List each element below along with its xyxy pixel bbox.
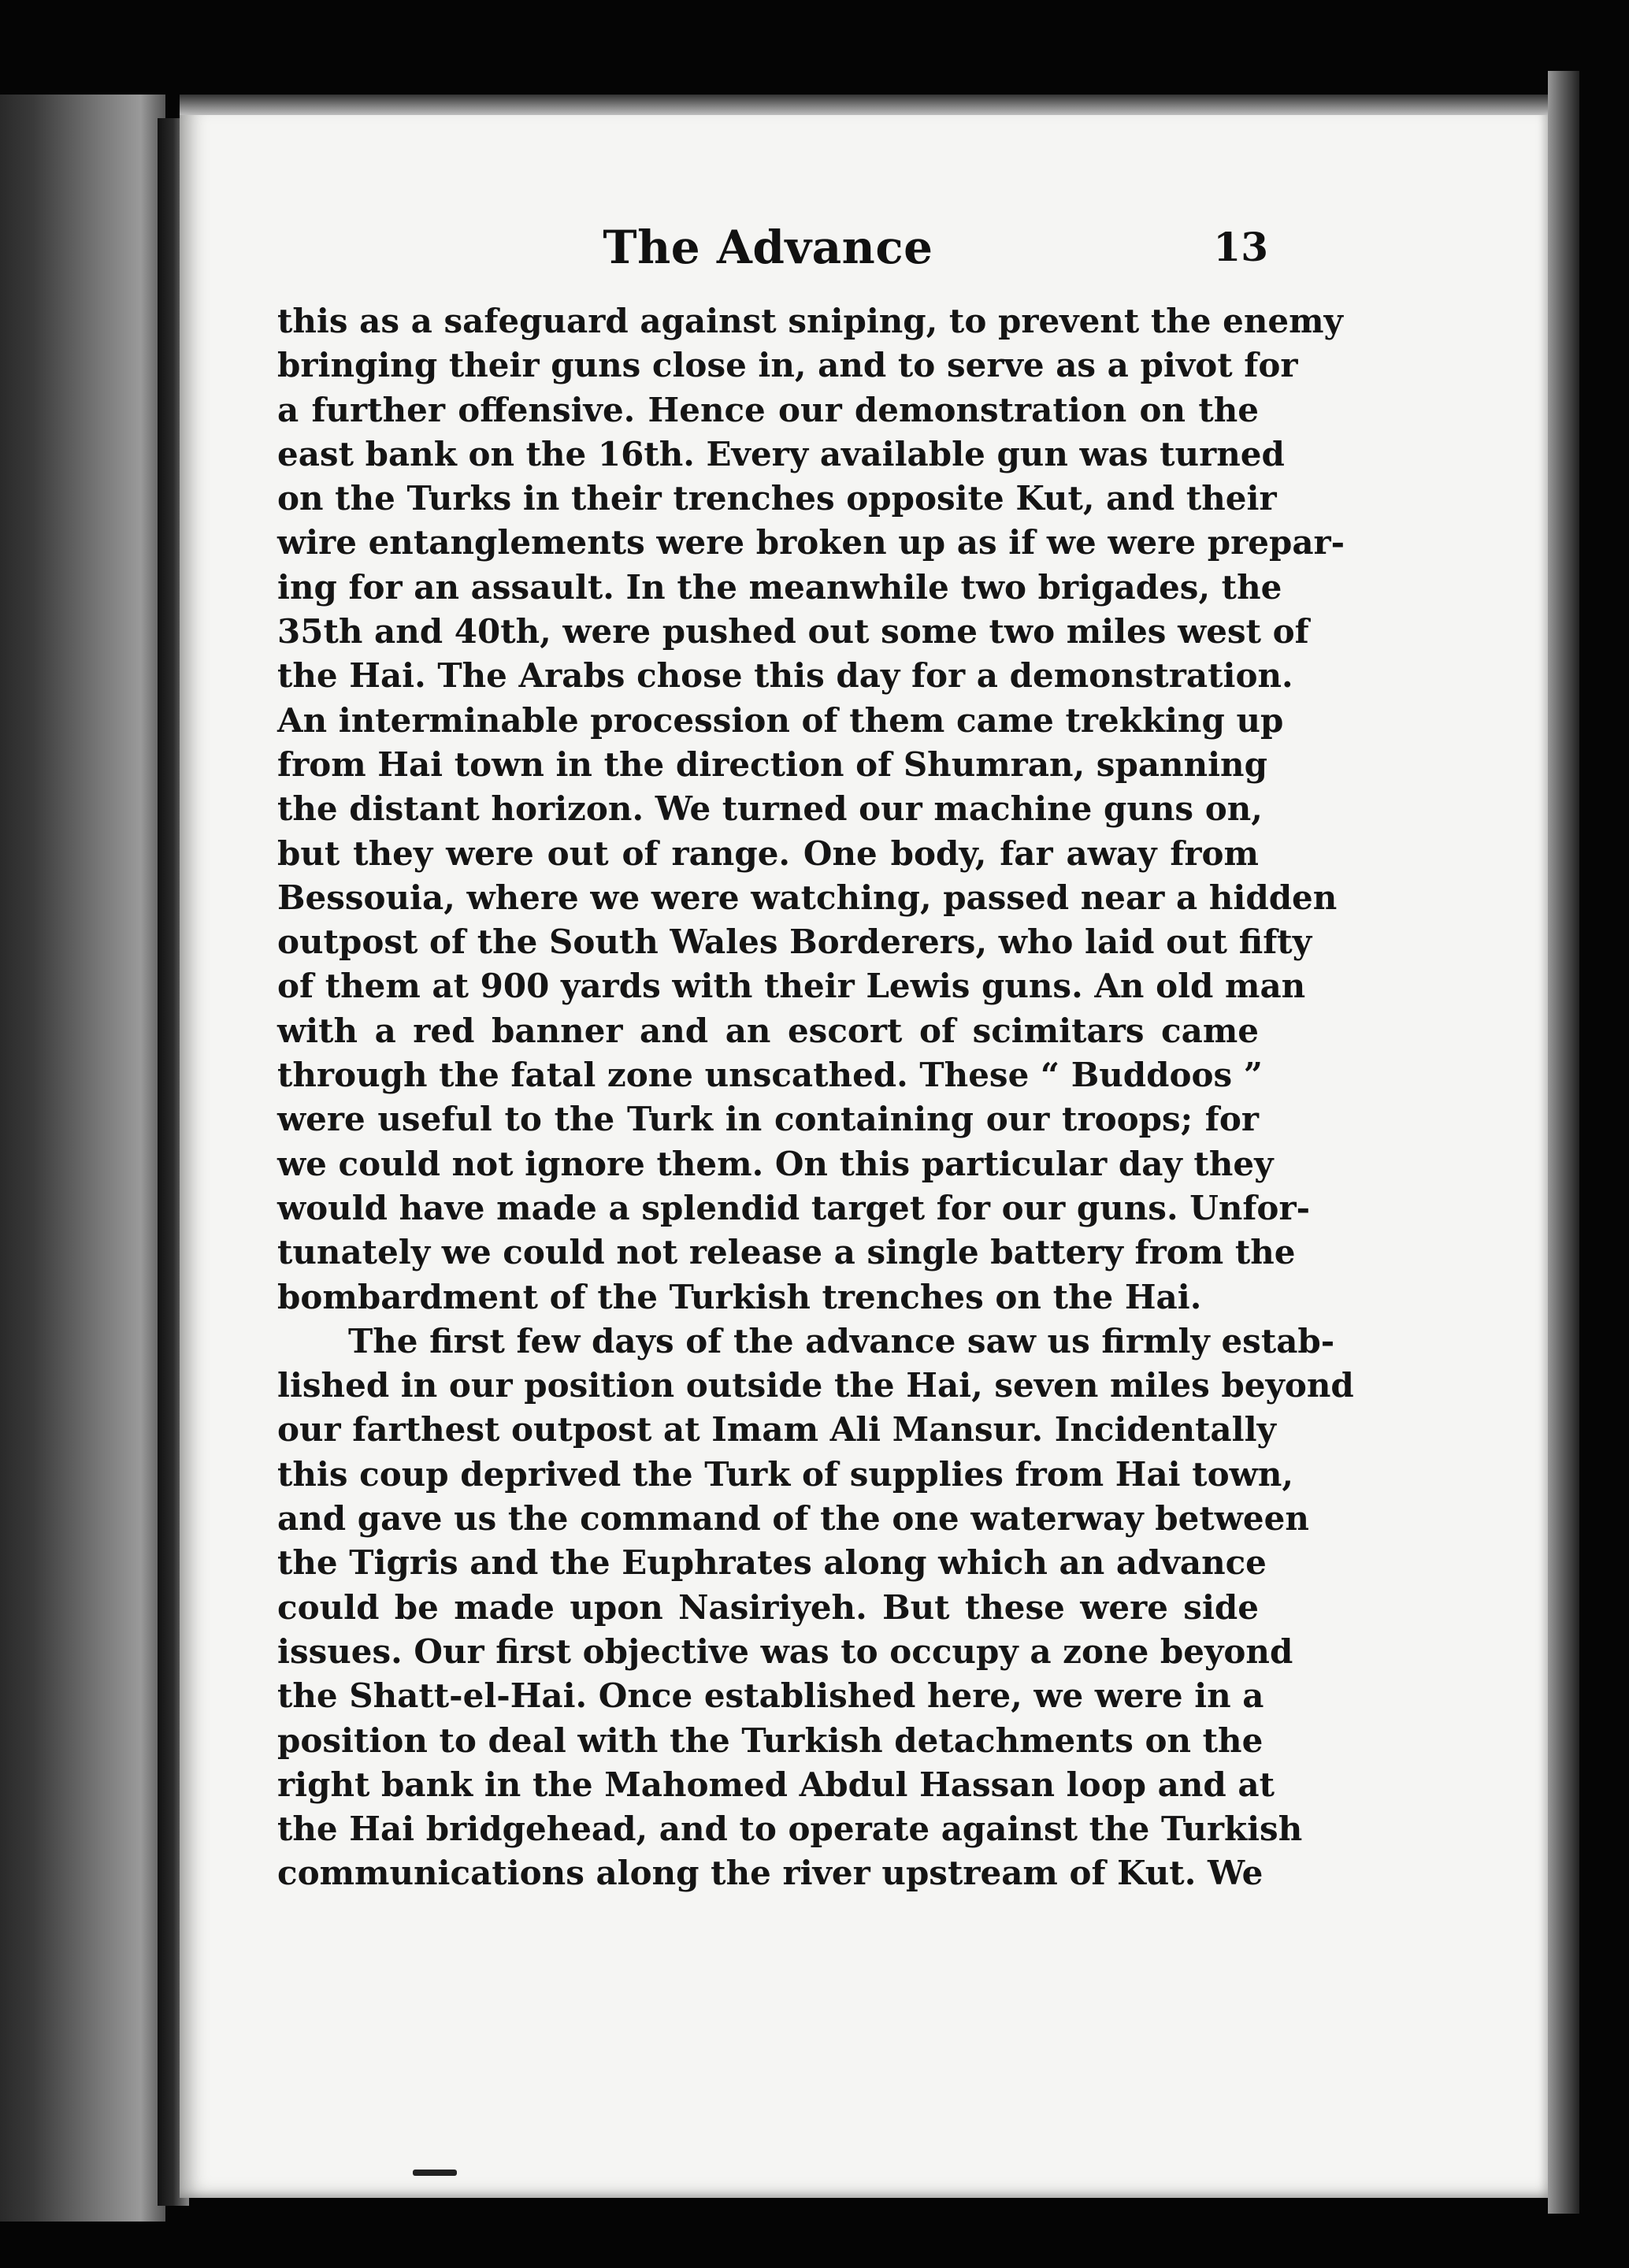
- text-line: on the Turks in their trenches opposite Kut, and their: [277, 479, 1277, 518]
- text-line: through the fatal zone unscathed. These “ Buddoos ”: [277, 1056, 1263, 1095]
- text-line: bringing their guns close in, and to serve as a pivot for: [277, 346, 1298, 385]
- page-right-edge: [1548, 71, 1579, 2214]
- text-line: the distant horizon. We turned our machine guns on,: [277, 789, 1263, 829]
- text-line: the Hai bridgehead, and to operate against the Turkish: [277, 1810, 1303, 1849]
- text-line: bombardment of the Turkish trenches on the Hai.: [277, 1277, 1202, 1316]
- text-line: but they were out of range. One body, far away from: [277, 833, 1259, 873]
- text-line: with a red banner and an escort of scimitars came: [277, 1011, 1259, 1050]
- text-line: ing for an assault. In the meanwhile two brigades, the: [277, 567, 1282, 607]
- text-line: right bank in the Mahomed Abdul Hassan loop and at: [277, 1765, 1275, 1804]
- text-line: 35th and 40th, were pushed out some two miles west of: [277, 612, 1309, 651]
- text-line: were useful to the Turk in containing our troops; for: [277, 1100, 1259, 1139]
- text-line: this as a safeguard against sniping, to prevent the enemy: [277, 302, 1343, 340]
- text-line: could be made upon Nasiriyeh. But these were side: [277, 1587, 1259, 1627]
- text-line: position to deal with the Turkish detachments on the: [277, 1720, 1263, 1760]
- running-title: The Advance: [603, 221, 933, 274]
- text-line: of them at 900 yards with their Lewis guns. An old man: [277, 967, 1306, 1006]
- text-line: this coup deprived the Turk of supplies from Hai town,: [277, 1454, 1293, 1494]
- text-line: we could not ignore them. On this particular day they: [277, 1144, 1274, 1183]
- text-line: outpost of the South Wales Borderers, who laid out fifty: [277, 922, 1312, 962]
- paragraph: [277, 299, 1345, 1320]
- paragraph: [277, 1320, 1354, 1896]
- text-line: a further offensive. Hence our demonstration on the: [277, 390, 1259, 429]
- text-line: Bessouia, where we were watching, passed near a hidden: [277, 878, 1338, 917]
- text-line: communications along the river upstream of Kut. We: [277, 1854, 1263, 1893]
- page-number: 13: [1213, 224, 1268, 270]
- text-line: from Hai town in the direction of Shumran, spanning: [277, 744, 1267, 784]
- text-line: would have made a splendid target for our guns. Unfor-: [277, 1188, 1311, 1227]
- text-line: lished in our position outside the Hai, seven miles beyond: [277, 1366, 1354, 1405]
- facing-page-edge: [0, 95, 165, 2222]
- text-line: tunately we could not release a single battery from the: [277, 1233, 1296, 1272]
- text-line: east bank on the 16th. Every available gun was turned: [277, 434, 1285, 473]
- text-line: and gave us the command of the one waterway between: [277, 1499, 1309, 1539]
- page-top-shadow: [180, 95, 1566, 115]
- text-line: The first few days of the advance saw us firmly estab-: [348, 1321, 1335, 1360]
- text-line: wire entanglements were broken up as if we were prepar-: [277, 523, 1345, 562]
- footer-mark: [413, 2170, 457, 2176]
- text-line: the Tigris and the Euphrates along which an advance: [277, 1543, 1267, 1583]
- text-line: the Shatt-el-Hai. Once established here, we were in a: [277, 1676, 1264, 1716]
- body-text: [277, 299, 1354, 1896]
- text-line: the Hai. The Arabs chose this day for a demonstration.: [277, 656, 1293, 696]
- running-head: [276, 221, 1268, 284]
- text-line: issues. Our first objective was to occupy a zone beyond: [277, 1631, 1293, 1671]
- text-line: our farthest outpost at Imam Ali Mansur. Incidentally: [277, 1410, 1276, 1450]
- text-line: An interminable procession of them came trekking up: [277, 700, 1284, 740]
